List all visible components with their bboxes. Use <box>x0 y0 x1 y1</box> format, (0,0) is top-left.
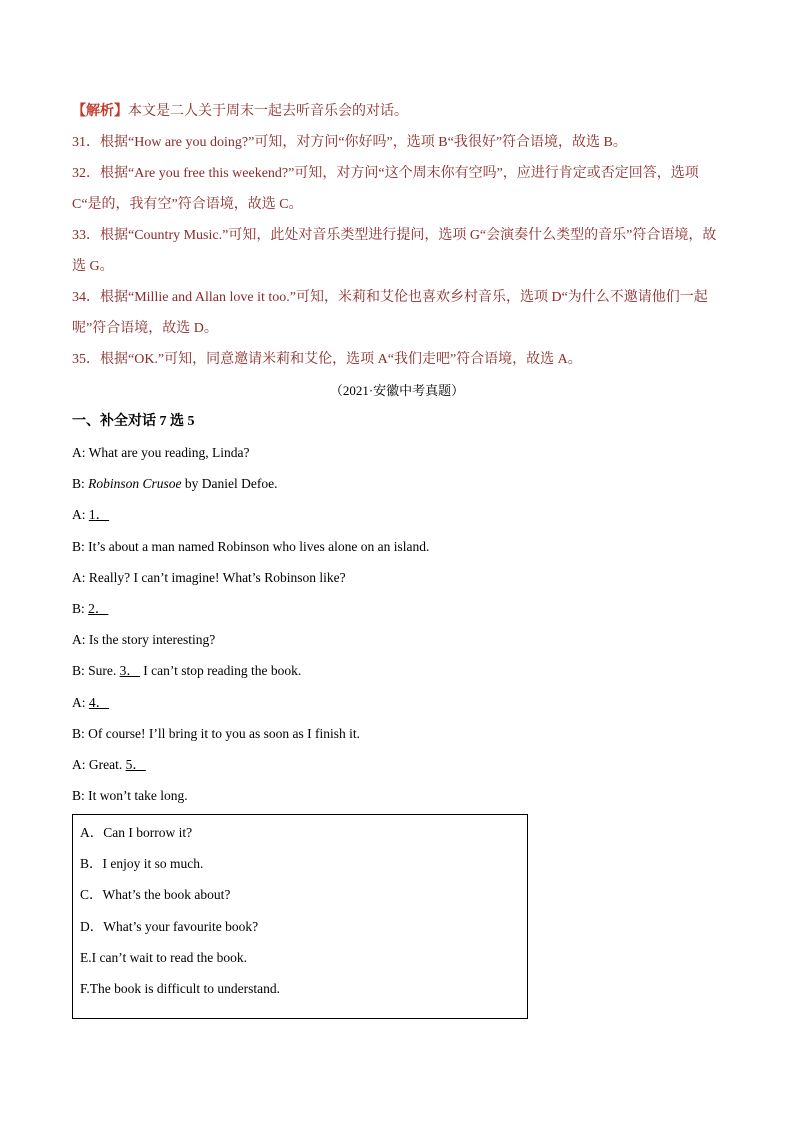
dialogue-line <box>72 749 722 780</box>
dialogue-text: A: Is the story interesting? <box>72 632 216 648</box>
answer-blank-1[interactable]: 1． <box>88 507 110 523</box>
dialogue-text: by Daniel Defoe. <box>181 476 278 492</box>
option-d: D．What’s your favourite book? <box>80 918 259 934</box>
dialogue-speaker: A: <box>72 507 89 523</box>
option-e: E.I can’t wait to read the book. <box>80 949 247 965</box>
analysis-line: 33．根据“Country Music.”可知，此处对音乐类型进行提问，选项 G“会演奏什么类型的音乐”符合语境，故 <box>72 228 717 243</box>
dialogue-line <box>72 499 722 530</box>
analysis-section <box>72 96 722 375</box>
answer-blank-3[interactable]: 3． <box>119 663 140 679</box>
dialogue-line <box>72 593 722 624</box>
dialogue-line <box>72 531 722 562</box>
analysis-line: 32．根据“Are you free this weekend?”可知，对方问“这个周末你有空吗”，应进行肯定或否定回答，选项 <box>72 166 699 181</box>
answer-blank-2[interactable]: 2． <box>88 601 109 617</box>
dialogue <box>72 437 722 811</box>
section-title: 一、补全对话 7 选 5 <box>72 414 195 429</box>
dialogue-line <box>72 687 722 718</box>
analysis-line: 34．根据“Millie and Allan love it too.”可知，米莉和艾伦也喜欢乡村音乐，选项 D“为什么不邀请他们一起 <box>72 290 708 305</box>
analysis-line: 呢”符合语境，故选 D。 <box>72 321 218 336</box>
dialogue-line <box>72 780 722 811</box>
dialogue-speaker: A: <box>72 694 89 710</box>
answer-blank-4[interactable]: 4． <box>88 694 110 710</box>
option-c: C．What’s the book about? <box>80 887 231 903</box>
dialogue-text: B: It won’t take long. <box>72 788 188 804</box>
exam-source: （2021·安徽中考真题） <box>329 383 465 398</box>
dialogue-line <box>72 718 722 749</box>
analysis-intro: 本文是二人关于周末一起去听音乐会的对话。 <box>128 104 408 119</box>
option-f: F.The book is difficult to understand. <box>80 981 281 997</box>
dialogue-line <box>72 655 722 686</box>
dialogue-line <box>72 437 722 468</box>
options-box <box>72 814 528 1019</box>
option-b: B．I enjoy it so much. <box>80 856 204 872</box>
dialogue-speaker: B: <box>72 601 89 617</box>
answer-blank-5[interactable]: 5． <box>125 757 146 773</box>
analysis-line: 31．根据“How are you doing?”可知，对方问“你好吗”，选项 B“我很好”符合语境，故选 B。 <box>72 135 627 150</box>
dialogue-text: B: Of course! I’ll bring it to you as soon as I finish it. <box>72 725 360 741</box>
dialogue-speaker: B: <box>72 476 89 492</box>
analysis-tag: 【解析】 <box>72 104 128 119</box>
dialogue-line <box>72 562 722 593</box>
analysis-line: 选 G。 <box>72 259 114 274</box>
option-a: A．Can I borrow it? <box>80 825 193 840</box>
dialogue-text: A: Really? I can’t imagine! What’s Robinson like? <box>72 569 346 585</box>
book-title: Robinson Crusoe <box>88 476 182 492</box>
analysis-intro-line <box>72 96 722 127</box>
dialogue-line <box>72 468 722 499</box>
dialogue-line <box>72 624 722 655</box>
dialogue-text: A: What are you reading, Linda? <box>72 445 250 460</box>
document-page <box>72 96 722 997</box>
dialogue-text: B: Sure. <box>72 663 120 679</box>
dialogue-text: A: Great. <box>72 757 126 773</box>
analysis-line: C“是的，我有空”符合语境，故选 C。 <box>72 197 303 212</box>
dialogue-text: I can’t stop reading the book. <box>139 663 302 679</box>
dialogue-text: B: It’s about a man named Robinson who lives alone on an island. <box>72 538 430 554</box>
analysis-line: 35．根据“OK.”可知，同意邀请米莉和艾伦，选项 A“我们走吧”符合语境，故选 A。 <box>72 352 582 367</box>
